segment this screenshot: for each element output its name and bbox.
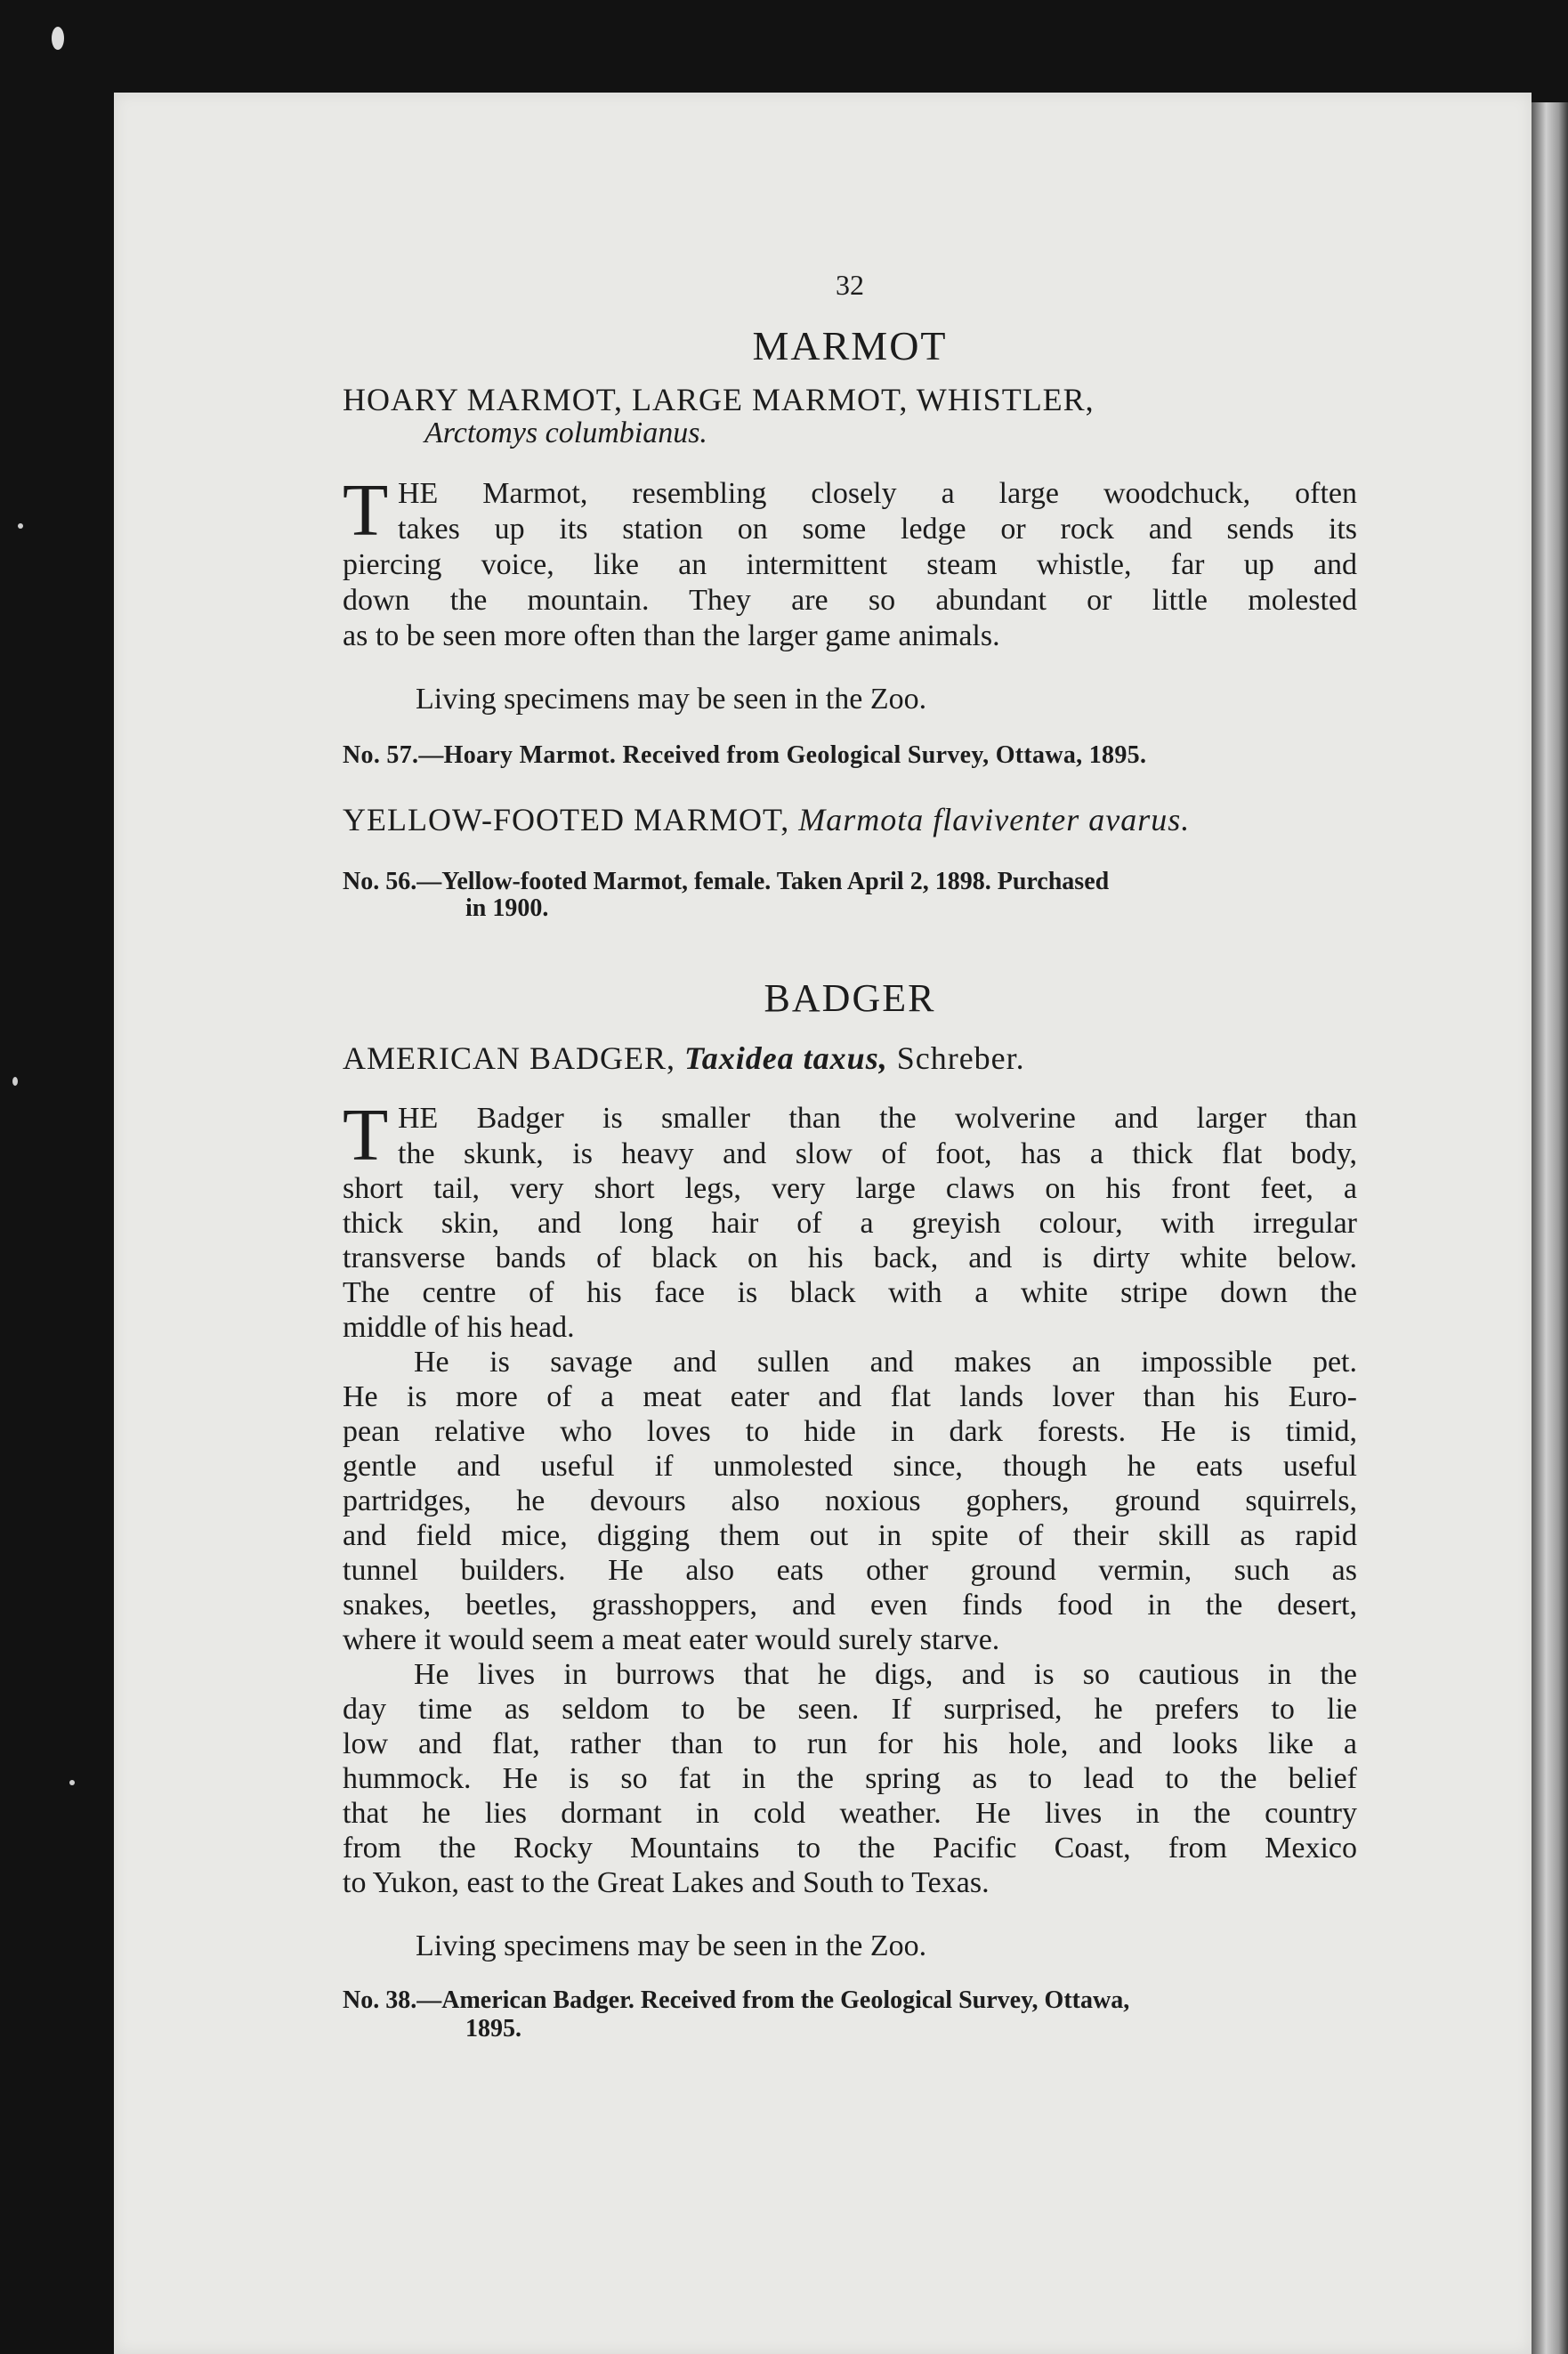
common-name: AMERICAN BADGER, (343, 1040, 676, 1076)
scan-speck (18, 523, 23, 529)
paragraph-line: He is more of a meat eater and flat lands lover than his Euro- (343, 1380, 1357, 1413)
paragraph-line: pean relative who loves to hide in dark forests. He is timid, (343, 1415, 1357, 1448)
scan-speck (52, 27, 64, 50)
paragraph-line: from the Rocky Mountains to the Pacific Coast, from Mexico (343, 1832, 1357, 1865)
paragraph-line: as to be seen more often than the larger game animals. (343, 619, 1000, 652)
badger-name-line (343, 1039, 1357, 1077)
scientific-name: Taxidea taxus, (684, 1040, 888, 1076)
paragraph-line: takes up its station on some ledge or rock and sends its (398, 513, 1357, 546)
marmot-heading: MARMOT (752, 323, 948, 368)
catalogue-entry: No. 38.—American Badger. Received from the Geological Survey, Ottawa, (343, 1986, 1130, 2014)
badger-heading: BADGER (764, 976, 936, 1020)
catalogue-entry: No. 57.—Hoary Marmot. Received from Geological Survey, Ottawa, 1895. (343, 741, 1147, 769)
paragraph-line: He lives in burrows that he digs, and is so cautious in the (414, 1658, 1357, 1691)
catalogue-entry-continuation: 1895. (465, 2015, 521, 2043)
scan-speck (69, 1780, 75, 1785)
yellow-footed-marmot-heading (343, 801, 1357, 838)
paragraph-line: HE Marmot, resembling closely a large woodchuck, often (398, 477, 1357, 510)
paragraph-line: down the mountain. They are so abundant or little molested (343, 584, 1357, 617)
catalogue-entry: No. 56.—Yellow-footed Marmot, female. Taken April 2, 1898. Purchased (343, 868, 1110, 895)
paragraph-line: the skunk, is heavy and slow of foot, has a thick flat body, (398, 1137, 1357, 1170)
drop-cap: T (343, 1094, 389, 1177)
paragraph-line: day time as seldom to be seen. If surprised, he prefers to lie (343, 1693, 1357, 1726)
paragraph-line: thick skin, and long hair of a greyish colour, with irregular (343, 1207, 1357, 1240)
catalogue-entry-continuation: in 1900. (465, 894, 549, 922)
page-edge (1532, 102, 1568, 2354)
author-name: Schreber. (896, 1040, 1025, 1076)
paragraph-line: He is savage and sullen and makes an impossible pet. (414, 1346, 1357, 1379)
drop-cap: T (343, 469, 389, 552)
paragraph-line: partridges, he devours also noxious gophers, ground squirrels, (343, 1484, 1357, 1517)
scan-speck (12, 1077, 18, 1086)
paragraph-line: and field mice, digging them out in spite of their skill as rapid (343, 1519, 1357, 1552)
paragraph-line: The centre of his face is black with a white stripe down the (343, 1276, 1357, 1309)
paragraph-line: that he lies dormant in cold weather. He lives in the country (343, 1797, 1357, 1830)
living-specimens-note: Living specimens may be seen in the Zoo. (416, 683, 927, 716)
paragraph-line: low and flat, rather than to run for his hole, and looks like a (343, 1727, 1357, 1760)
paragraph-line: transverse bands of black on his back, and is dirty white below. (343, 1242, 1357, 1274)
paragraph-line: middle of his head. (343, 1311, 575, 1344)
text-column (343, 0, 1357, 2354)
common-name: YELLOW-FOOTED MARMOT, (343, 802, 790, 837)
marmot-scientific-name: Arctomys columbianus. (424, 417, 707, 449)
paragraph-line: tunnel builders. He also eats other ground vermin, such as (343, 1554, 1357, 1587)
paragraph-line: piercing voice, like an intermittent steam whistle, far up and (343, 548, 1357, 581)
living-specimens-note: Living specimens may be seen in the Zoo. (416, 1929, 927, 1962)
paragraph-line: hummock. He is so fat in the spring as to lead to the belief (343, 1762, 1357, 1795)
paragraph-line: gentle and useful if unmolested since, though he eats useful (343, 1450, 1357, 1483)
paragraph-line: HE Badger is smaller than the wolverine and larger than (398, 1102, 1357, 1135)
marmot-common-names: HOARY MARMOT, LARGE MARMOT, WHISTLER, (343, 382, 1095, 417)
scientific-name: Marmota flaviventer avarus. (798, 802, 1191, 837)
paragraph-line: where it would seem a meat eater would surely starve. (343, 1623, 1000, 1656)
paragraph-line: to Yukon, east to the Great Lakes and South to Texas. (343, 1866, 990, 1899)
paragraph-line: short tail, very short legs, very large claws on his front feet, a (343, 1172, 1357, 1205)
page-number: 32 (836, 269, 864, 301)
paragraph-line: snakes, beetles, grasshoppers, and even finds food in the desert, (343, 1589, 1357, 1622)
